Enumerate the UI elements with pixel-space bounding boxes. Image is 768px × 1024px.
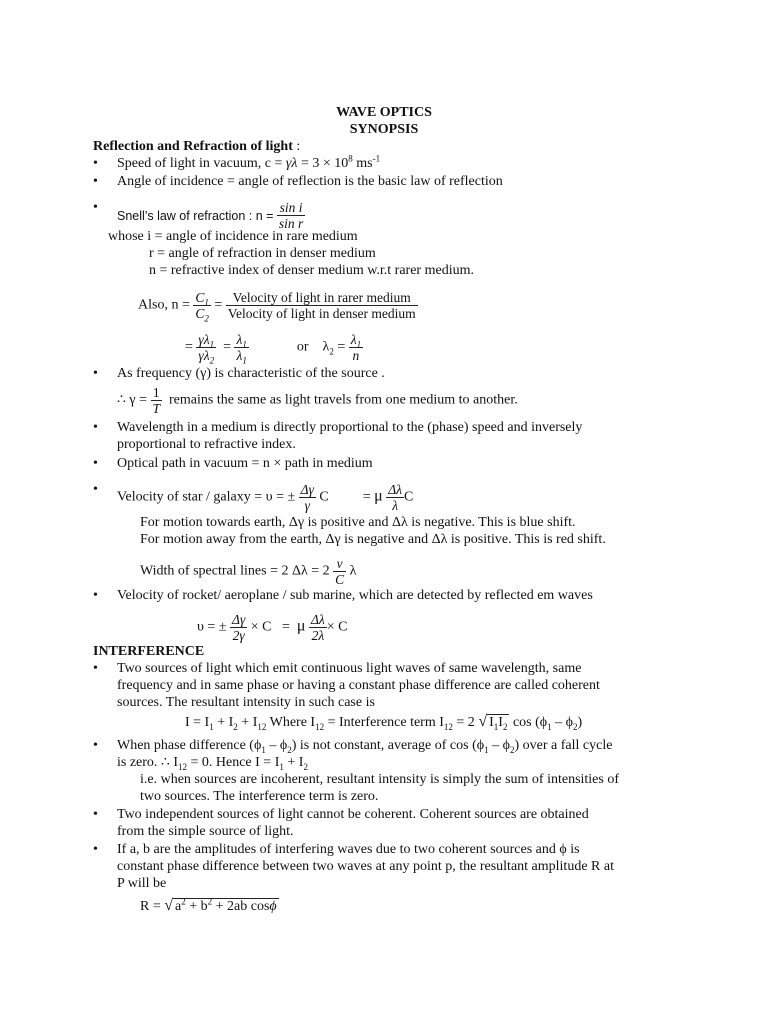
phase-diff-line-2: is zero. ∴ $I_{12} = 0$. Hence $I = I_1 + I_2$ [117,755,308,772]
angle-law-line: • Angle of incidence = angle of reflection is the basic law of reflection [117,174,503,190]
independent-sources-line-1: • Two independent sources of light cannot be coherent. Coherent sources are obtained [117,807,589,823]
speed-of-light-line: • Speed of light in vacuum, $c = \gamma\lambda = 3 \times 10^8$ $ms^{-1}$ [117,156,380,172]
coherent-line-1: • Two sources of light which emit continuous light waves of same wavelength, same [117,661,581,677]
spectral-width-line: Width of spectral lines = 2 Δλ = 2 $\frac{v}{C}$ λ [140,556,357,587]
intensity-equation: $I = I_1 + I_2 + I_{12}$ Where $I_{12}$ = Interference term $I_{12} = 2$ √ $I_1I_2$ $\cos (\phi_1 - \phi_2)$ [185,713,583,732]
section-heading-reflection: Reflection and Refraction of light : [93,139,301,154]
rocket-equation: υ = ± $\frac{\Delta\gamma}{2\gamma}$ × C = μ $\frac{\Delta\lambda}{2\lambda}$ × C [197,612,348,643]
wavelength-line-1: • Wavelength in a medium is directly proportional to the (phase) speed and inversely [117,420,582,436]
star-velocity-line: • Velocity of star / galaxy = υ = ± $\frac{\Delta\gamma}{\gamma}$ C = μ $\frac{\Delta\lambda}{\lambda}$ C [117,482,413,513]
phase-diff-line-4: two sources. The interference term is zero. [140,789,379,804]
coherent-line-3: sources. The resultant intensity in such case is [117,695,375,710]
doc-title: WAVE OPTICS [336,105,432,120]
amplitude-line-1: • If a, b are the amplitudes of interfering waves due to two coherent sources and ϕ is [117,842,580,858]
frequency-line: • As frequency (γ) is characteristic of the source . [117,366,385,382]
frequency-remains-line: ∴ γ = $\frac{1}{T}$ remains the same as light travels from one medium to another. [117,385,518,416]
resultant-amplitude-equation: R = √ $a^2 + b^2 + 2ab$ cosϕ [140,896,277,914]
snell-law-line: • Snell’s law of refraction : n = $\frac{\text{sin i}}{\text{sin r}}$ [117,200,305,231]
optical-path-line: • Optical path in vacuum = n × path in medium [117,456,373,472]
phase-diff-line-1: • When phase difference $(\phi_1 - \phi_2)$ is not constant, average of $\cos (\phi_1 - \phi_2)$ over a fall cycle [117,738,612,754]
whose-n-line: n = refractive index of denser medium w.r.t rarer medium. [149,263,474,278]
doc-subtitle: SYNOPSIS [349,122,419,137]
whose-r-line: r = angle of refraction in denser medium [149,246,376,261]
amplitude-line-3: P will be [117,876,167,891]
wavelength-line-2: proportional to refractive index. [117,437,296,452]
whose-i-line: whose i = angle of incidence in rare medium [108,229,358,244]
also-equation: Also, n = $\frac{C_1}{C_2}$ = $\frac{\text{Velocity of light in rarer medium}}{\text{Velocity of light in denser medium}}$ [138,290,416,324]
ratio-equation: = $\frac{\gamma\lambda_1}{\gamma\lambda_2}$ = $\frac{\lambda_1}{\lambda_1}$ or $\lambda_2$ = $\frac{\lambda_1}{n}$ [185,332,362,366]
amplitude-line-2: constant phase difference between two waves at any point p, the resultant amplitude R at [117,859,614,874]
red-shift-line: For motion away from the earth, Δγ is negative and Δλ is positive. This is red shift. [140,532,606,547]
independent-sources-line-2: from the simple source of light. [117,824,294,839]
phase-diff-line-3: i.e. when sources are incoherent, resultant intensity is simply the sum of intensities of [140,772,620,787]
blue-shift-line: For motion towards earth, Δγ is positive and Δλ is negative. This is blue shift. [140,515,576,530]
rocket-velocity-line: • Velocity of rocket/ aeroplane / sub marine, which are detected by reflected em waves [117,588,593,604]
coherent-line-2: frequency and in same phase or having a constant phase difference are called coherent [117,678,600,693]
section-heading-interference: INTERFERENCE [93,644,205,659]
